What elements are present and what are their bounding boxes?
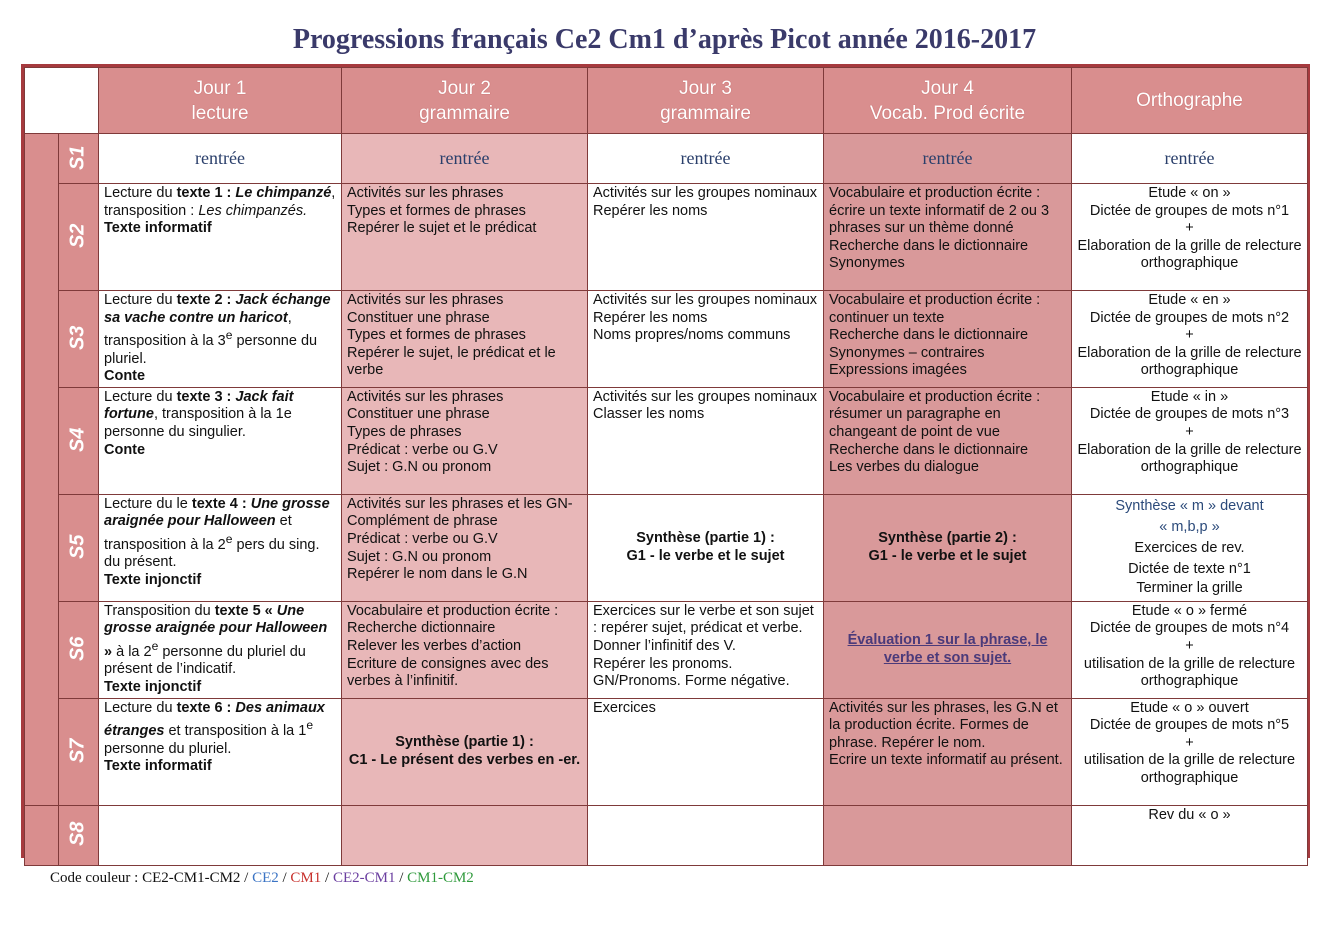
line: Activités sur les groupes nominaux bbox=[593, 185, 818, 201]
week-label: S8 bbox=[66, 821, 89, 847]
line: utilisation de la grille de relecture orthographique bbox=[1083, 752, 1296, 786]
evaluation-cell bbox=[824, 601, 1072, 698]
line: Prédicat : verbe ou G.V bbox=[347, 530, 498, 547]
evaluation-link[interactable]: Évaluation 1 sur la phrase, le verbe et son sujet. bbox=[847, 632, 1048, 666]
line: Rev du « o » bbox=[1148, 806, 1231, 823]
ortho-cell bbox=[1072, 601, 1308, 698]
text-type: Texte injonctif bbox=[104, 679, 202, 695]
line: Dictée de groupes de mots n°5 bbox=[1089, 717, 1290, 734]
week-cell bbox=[59, 184, 99, 291]
text-title: Une grosse araignée pour Halloween bbox=[104, 495, 330, 530]
line: Prédicat : verbe ou G.V bbox=[347, 441, 498, 458]
text: personne du pluriel du présent de l’indicatif. bbox=[104, 643, 306, 678]
line: Constituer une phrase bbox=[347, 309, 490, 326]
legend-ce2: CE2 bbox=[252, 870, 279, 886]
line: + bbox=[1185, 220, 1194, 237]
week-row-s4 bbox=[25, 387, 1308, 494]
line: Dictée de groupes de mots n°1 bbox=[1089, 202, 1290, 219]
line: Activités sur les groupes nominaux bbox=[593, 388, 818, 405]
empty-cell bbox=[588, 805, 824, 865]
line: Repérer les pronoms. bbox=[593, 655, 733, 672]
line: C1 - Le présent des verbes en -er. bbox=[348, 751, 581, 768]
line: Types et formes de phrases bbox=[347, 327, 526, 344]
text: , transposition à la 1e personne du singulier. bbox=[104, 406, 292, 440]
grammaire-cell bbox=[588, 291, 824, 388]
lecture-cell bbox=[99, 494, 342, 601]
line: G1 - le verbe et le sujet bbox=[626, 547, 785, 564]
line: Dictée de groupes de mots n°2 bbox=[1089, 309, 1290, 326]
line: Exercices bbox=[593, 699, 656, 716]
text-type: Conte bbox=[104, 368, 146, 385]
week-label: S3 bbox=[66, 325, 89, 351]
legend-cm1: CM1 bbox=[290, 870, 322, 886]
text-title: Le chimpanzé bbox=[235, 185, 332, 201]
text: » bbox=[104, 643, 113, 660]
grammaire-cell bbox=[342, 291, 588, 388]
line: Types et formes de phrases bbox=[347, 202, 526, 219]
line: Constituer une phrase bbox=[347, 406, 490, 423]
line: Vocabulaire et production écrite : Recherche dictionnaire bbox=[347, 602, 559, 637]
line: Vocabulaire et production écrite : continuer un texte bbox=[829, 292, 1041, 326]
color-legend bbox=[50, 870, 474, 887]
corner-cell bbox=[25, 68, 99, 134]
rentree-cell: rentrée bbox=[588, 134, 824, 184]
header-jour4 bbox=[824, 68, 1072, 134]
week-row-s8 bbox=[25, 805, 1308, 865]
text-number: texte 3 : bbox=[176, 388, 236, 405]
progression-table bbox=[21, 64, 1310, 858]
text: , transposition : bbox=[104, 185, 336, 219]
line: Sujet : G.N ou pronom bbox=[347, 459, 492, 476]
synthese-cell bbox=[342, 698, 588, 805]
text: Lecture du bbox=[104, 185, 177, 201]
ortho-cell bbox=[1072, 698, 1308, 805]
grammaire-cell bbox=[342, 184, 588, 291]
text-number: texte 4 : bbox=[191, 495, 251, 512]
header-jour3 bbox=[588, 68, 824, 134]
text-type: Conte bbox=[104, 441, 146, 458]
week-label: S4 bbox=[66, 427, 89, 453]
text-type: Texte informatif bbox=[104, 758, 212, 775]
synthese-cell bbox=[588, 494, 824, 601]
line: Dictée de texte n°1 bbox=[1128, 560, 1251, 577]
line: « m,b,p » bbox=[1159, 518, 1220, 535]
header-day-label: Jour 2 bbox=[438, 77, 491, 99]
line: Exercices sur le verbe et son sujet : repérer sujet, prédicat et verbe. Donner l’infinitif des V. bbox=[593, 602, 814, 654]
header-subject: lecture bbox=[191, 102, 249, 124]
line: + bbox=[1185, 734, 1194, 751]
line: Ecrire un texte informatif au présent. bbox=[829, 752, 1063, 769]
line: Types de phrases bbox=[347, 423, 462, 440]
line: Synonymes – contraires bbox=[829, 344, 985, 361]
line: Activités sur les phrases et les GN-Complément de phrase bbox=[347, 495, 573, 530]
text: Lecture du bbox=[104, 388, 177, 405]
header-day-label: Jour 1 bbox=[193, 77, 247, 99]
legend-sep: / bbox=[240, 870, 253, 886]
week-cell bbox=[59, 494, 99, 601]
text: et transposition à la 2 bbox=[104, 513, 292, 553]
lecture-cell bbox=[99, 601, 342, 698]
line: Recherche dans le dictionnaire bbox=[829, 327, 1029, 344]
text: personne du pluriel. bbox=[104, 333, 318, 367]
line: Synthèse (partie 1) : bbox=[395, 734, 534, 750]
text: à la 2 bbox=[112, 643, 152, 660]
empty-cell bbox=[824, 805, 1072, 865]
vocab-cell bbox=[824, 387, 1072, 494]
synthese-cell bbox=[824, 494, 1072, 601]
line: Exercices de rev. bbox=[1134, 539, 1245, 556]
header-subject: Orthographe bbox=[1136, 90, 1243, 111]
header-jour1 bbox=[99, 68, 342, 134]
ortho-cell bbox=[1072, 494, 1308, 601]
header-subject: grammaire bbox=[660, 102, 751, 124]
line: Synonymes bbox=[829, 255, 905, 272]
line: Synthèse (partie 1) : bbox=[636, 530, 775, 547]
grammaire-cell bbox=[588, 184, 824, 291]
page-title: Progressions français Ce2 Cm1 d’après Picot année 2016-2017 bbox=[292, 24, 1037, 55]
week-cell bbox=[59, 601, 99, 698]
week-cell bbox=[59, 291, 99, 388]
legend-sep: / bbox=[321, 870, 333, 886]
empty-cell bbox=[342, 805, 588, 865]
text-title: Des animaux étranges bbox=[104, 699, 325, 740]
week-row-s5 bbox=[25, 494, 1308, 601]
grammaire-cell bbox=[588, 698, 824, 805]
week-row-s2 bbox=[25, 184, 1308, 291]
sup: e bbox=[151, 638, 159, 653]
line: + bbox=[1185, 637, 1194, 654]
line: Repérer les noms bbox=[593, 202, 708, 219]
line: Les verbes du dialogue bbox=[829, 459, 979, 476]
line: Vocabulaire et production écrite : écrire un texte informatif de 2 ou 3 phrases sur un thème donné bbox=[829, 185, 1050, 237]
legend-all: CE2-CM1-CM2 bbox=[142, 870, 241, 886]
sup: e bbox=[225, 328, 233, 343]
line: Recherche dans le dictionnaire bbox=[829, 441, 1029, 458]
text: , transposition à la 3 bbox=[104, 309, 292, 350]
week-label: S1 bbox=[66, 145, 89, 170]
line: Activités sur les groupes nominaux bbox=[593, 292, 818, 308]
grammaire-cell bbox=[342, 601, 588, 698]
text-title: Jack fait fortune bbox=[104, 388, 294, 423]
week-cell bbox=[59, 805, 99, 865]
rentree-cell: rentrée bbox=[1072, 134, 1308, 184]
line: Etude « o » ouvert bbox=[1130, 699, 1249, 716]
lecture-cell bbox=[99, 291, 342, 388]
line: utilisation de la grille de relecture orthographique bbox=[1083, 655, 1296, 690]
line: Activités sur les phrases bbox=[347, 292, 504, 308]
line: Etude « en » bbox=[1148, 292, 1231, 308]
line: + bbox=[1185, 327, 1194, 344]
week-row-s7 bbox=[25, 698, 1308, 805]
header-day-label: Jour 4 bbox=[921, 77, 974, 99]
text: Lecture du bbox=[104, 292, 177, 308]
legend-label: Code couleur : bbox=[50, 870, 143, 886]
week-row-s6 bbox=[25, 601, 1308, 698]
line: Sujet : G.N ou pronom bbox=[347, 548, 492, 565]
lecture-cell bbox=[99, 387, 342, 494]
line: Etude « o » fermé bbox=[1131, 602, 1248, 619]
text-number: texte 6 : bbox=[176, 699, 236, 716]
grammaire-cell bbox=[342, 387, 588, 494]
line: Etude « in » bbox=[1150, 388, 1229, 405]
line: Activités sur les phrases bbox=[347, 388, 504, 405]
legend-cm1cm2: CM1-CM2 bbox=[407, 870, 474, 886]
week-cell bbox=[59, 134, 99, 184]
text: pers du sing. du présent. bbox=[104, 536, 320, 571]
line: Elaboration de la grille de relecture orthographique bbox=[1077, 441, 1302, 476]
header-day-label: Jour 3 bbox=[679, 77, 732, 99]
line: Repérer le sujet, le prédicat et le verbe bbox=[347, 344, 556, 379]
line: Recherche dans le dictionnaire bbox=[829, 237, 1029, 254]
week-cell bbox=[59, 387, 99, 494]
rentree-cell: rentrée bbox=[99, 134, 342, 184]
line: Relever les verbes d’action bbox=[347, 637, 522, 654]
line: Etude « on » bbox=[1148, 185, 1231, 201]
line: Repérer les noms bbox=[593, 309, 708, 326]
legend-sep: / bbox=[278, 870, 291, 886]
vocab-cell bbox=[824, 698, 1072, 805]
period-cell-empty bbox=[25, 805, 59, 865]
text: Lecture du le bbox=[104, 495, 192, 512]
legend-sep: / bbox=[395, 870, 408, 886]
header-row bbox=[25, 68, 1308, 134]
line: Elaboration de la grille de relecture orthographique bbox=[1077, 237, 1302, 272]
grammaire-cell bbox=[588, 387, 824, 494]
text-number: texte 5 « bbox=[214, 602, 277, 619]
line: Activités sur les phrases bbox=[347, 185, 504, 201]
header-jour2 bbox=[342, 68, 588, 134]
line: Repérer le nom dans le G.N bbox=[347, 566, 528, 583]
line: GN/Pronoms. Forme négative. bbox=[593, 673, 790, 690]
grammaire-cell bbox=[588, 601, 824, 698]
line: Elaboration de la grille de relecture orthographique bbox=[1077, 344, 1302, 379]
rentree-cell: rentrée bbox=[342, 134, 588, 184]
text: personne du pluriel. bbox=[104, 740, 232, 757]
text-title: Une grosse araignée pour Halloween bbox=[104, 602, 328, 637]
empty-cell bbox=[99, 805, 342, 865]
text: et transposition à la 1 bbox=[164, 723, 307, 740]
vocab-cell bbox=[824, 291, 1072, 388]
line: Synthèse (partie 2) : bbox=[878, 530, 1017, 547]
line: Ecriture de consignes avec des verbes à l’infinitif. bbox=[347, 655, 549, 690]
week-cell bbox=[59, 698, 99, 805]
line: Dictée de groupes de mots n°4 bbox=[1089, 620, 1290, 637]
line: + bbox=[1185, 423, 1194, 440]
vocab-cell bbox=[824, 184, 1072, 291]
header-orthographe bbox=[1072, 68, 1308, 134]
lecture-cell bbox=[99, 698, 342, 805]
text-type: Texte informatif bbox=[104, 220, 212, 237]
rentree-cell: rentrée bbox=[824, 134, 1072, 184]
lecture-cell bbox=[99, 184, 342, 291]
text-title: Jack échange sa vache contre un haricot bbox=[104, 292, 331, 326]
line: Vocabulaire et production écrite : résumer un paragraphe en changeant de point de vue bbox=[829, 388, 1041, 440]
week-label: S5 bbox=[66, 534, 89, 560]
text-number: texte 2 : bbox=[176, 292, 236, 308]
line: Repérer le sujet et le prédicat bbox=[347, 220, 537, 237]
text-type: Texte injonctif bbox=[104, 572, 202, 588]
legend-ce2cm1: CE2-CM1 bbox=[332, 870, 396, 886]
line: Expressions imagées bbox=[829, 362, 967, 379]
text: Transposition du bbox=[104, 602, 215, 619]
sup: e bbox=[225, 531, 233, 546]
week-row-s1 bbox=[25, 134, 1308, 184]
header-subject: grammaire bbox=[419, 102, 510, 124]
ortho-cell bbox=[1072, 805, 1308, 865]
week-row-s3 bbox=[25, 291, 1308, 388]
week-label: S6 bbox=[66, 636, 89, 661]
line: G1 - le verbe et le sujet bbox=[868, 547, 1027, 564]
line: Synthèse « m » devant bbox=[1115, 497, 1264, 514]
week-label: S2 bbox=[66, 223, 89, 249]
text-number: texte 1 : bbox=[176, 185, 236, 201]
header-subject: Vocab. Prod écrite bbox=[869, 102, 1026, 124]
line: Dictée de groupes de mots n°3 bbox=[1089, 406, 1290, 423]
period-cell bbox=[25, 134, 59, 806]
ortho-cell bbox=[1072, 387, 1308, 494]
line: Activités sur les phrases, les G.N et la production écrite. Formes de phrase. Repérer le nom. bbox=[829, 699, 1058, 751]
line: Noms propres/noms communs bbox=[593, 327, 791, 344]
ortho-cell bbox=[1072, 184, 1308, 291]
sup: e bbox=[306, 718, 314, 733]
line: Terminer la grille bbox=[1136, 579, 1243, 596]
text: Les chimpanzés. bbox=[198, 202, 308, 219]
grammaire-cell bbox=[342, 494, 588, 601]
ortho-cell bbox=[1072, 291, 1308, 388]
text: Lecture du bbox=[104, 699, 177, 716]
week-label: S7 bbox=[66, 738, 89, 763]
line: Classer les noms bbox=[593, 406, 705, 423]
